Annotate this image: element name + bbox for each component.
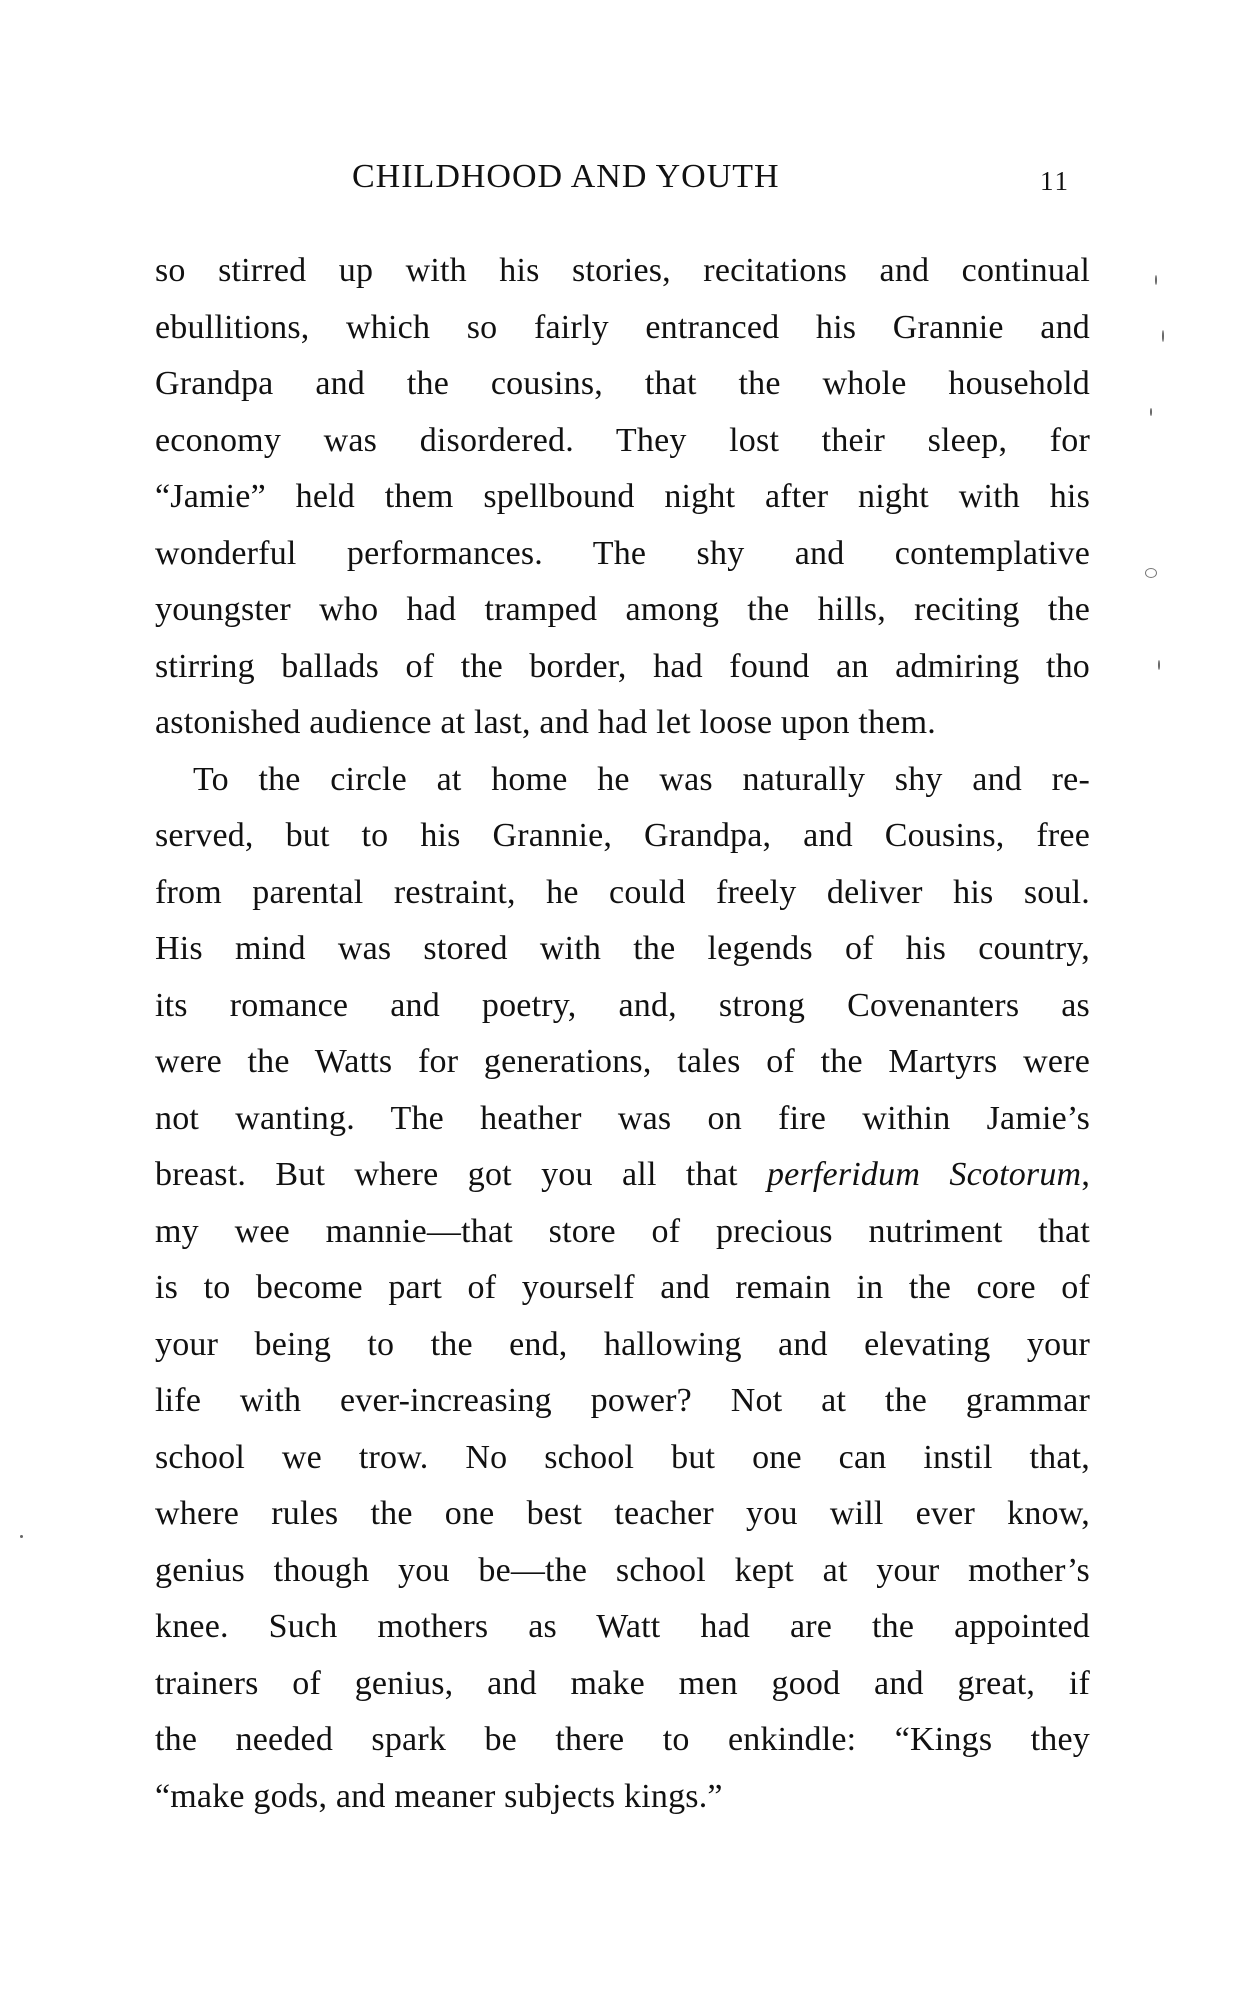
text-line: knee. Such mothers as Watt had are the appointed — [155, 1608, 1090, 1645]
text-line: school we trow. No school but one can instil that, — [155, 1438, 1090, 1476]
text-line: from parental restraint, he could freely deliver his soul. — [155, 873, 1090, 911]
scan-speck — [1150, 408, 1152, 416]
text-segment: breast. But where got you all that — [155, 1156, 767, 1193]
text-line: your being to the end, hallowing and elevating your — [155, 1325, 1090, 1363]
text-line: stirring ballads of the border, had found an admiring tho — [155, 647, 1090, 685]
scan-speck — [20, 1535, 23, 1538]
text-line: trainers of genius, and make men good and great, if — [155, 1664, 1090, 1702]
text-line: its romance and poetry, and, strong Covenanters as — [155, 986, 1090, 1024]
scan-speck — [1155, 275, 1157, 285]
text-line: To the circle at home he was naturally shy and re- — [193, 760, 1090, 798]
text-line: life with ever-increasing power? Not at the grammar — [155, 1382, 1090, 1419]
paragraph-continuation — [155, 243, 1090, 752]
text-line: youngster who had tramped among the hills, reciting the — [155, 591, 1090, 628]
text-line: Grandpa and the cousins, that the whole household — [155, 365, 1090, 402]
text-line: the needed spark be there to enkindle: “Kings they — [155, 1721, 1090, 1758]
scan-speck — [1158, 660, 1160, 670]
paragraph — [155, 752, 1090, 1826]
running-header-title: CHILDHOOD AND YOUTH — [352, 158, 780, 195]
text-line: wonderful performances. The shy and contemplative — [155, 534, 1090, 572]
body-text — [155, 243, 1090, 1825]
text-line: served, but to his Grannie, Grandpa, and Cousins, free — [155, 817, 1090, 854]
text-line: so stirred up with his stories, recitations and continual — [155, 252, 1090, 289]
text-line: is to become part of yourself and remain in the core of — [155, 1269, 1090, 1306]
text-line: “Jamie” held them spellbound night after night with his — [155, 478, 1090, 515]
text-line: genius though you be—the school kept at your mother’s — [155, 1551, 1090, 1589]
scan-speck — [1162, 330, 1164, 342]
text-line: ebullitions, which so fairly entranced his Grannie and — [155, 308, 1090, 346]
text-line-with-italic — [155, 1147, 1090, 1204]
text-line: “make gods, and meaner subjects kings.” — [155, 1777, 723, 1815]
page-number: 11 — [1040, 166, 1070, 196]
text-line: His mind was stored with the legends of his country, — [155, 930, 1090, 967]
text-line: astonished audience at last, and had let loose upon them. — [155, 704, 936, 741]
text-line: where rules the one best teacher you will ever know, — [155, 1495, 1090, 1532]
latin-phrase-italic: perferidum Scotorum — [766, 1156, 1082, 1193]
text-line: my wee mannie—that store of precious nutriment that — [155, 1212, 1090, 1250]
text-line: not wanting. The heather was on fire within Jamie’s — [155, 1099, 1090, 1137]
scan-speck — [1145, 568, 1157, 578]
text-segment: , — [1081, 1156, 1091, 1193]
text-line: were the Watts for generations, tales of the Martyrs were — [155, 1043, 1090, 1080]
text-line: economy was disordered. They lost their sleep, for — [155, 421, 1090, 459]
